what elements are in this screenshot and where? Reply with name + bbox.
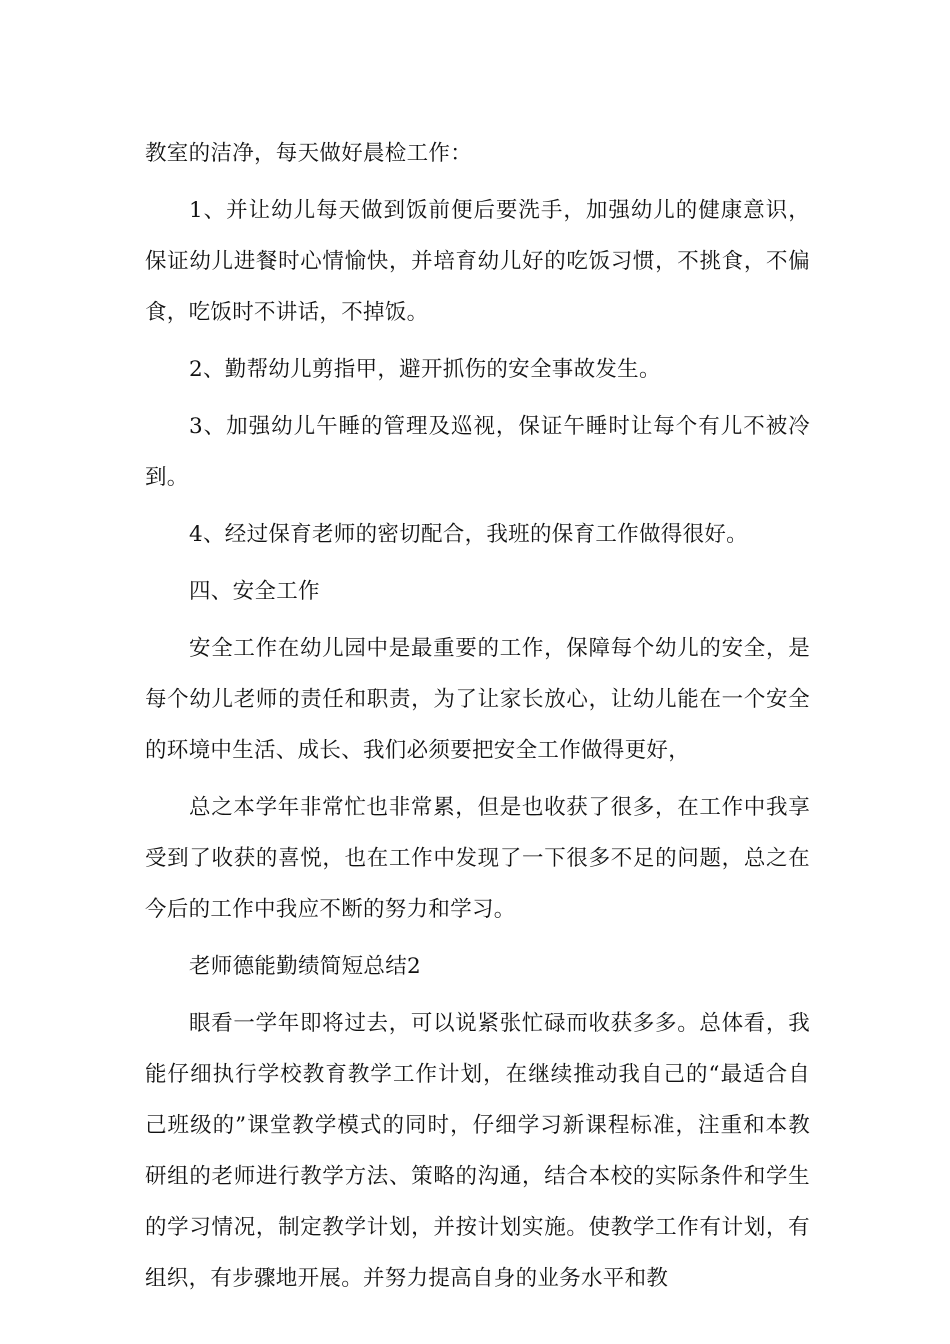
- paragraph-item-4: 4、经过保育老师的密切配合，我班的保育工作做得很好。: [189, 522, 748, 547]
- paragraph-summary: 总之本学年非常忙也非常累，但是也收获了很多，在工作中我享受到了收获的喜悦，也在工作中发现了一下很多不足的问题，总之在今后的工作中我应不断的努力和学习。: [145, 795, 810, 922]
- paragraph-continuation: 教室的洁净，每天做好晨检工作：: [145, 141, 473, 166]
- article-title-2: 老师德能勤绩简短总结2: [189, 954, 421, 979]
- section-heading-safety: 四、安全工作: [189, 579, 320, 604]
- paragraph-item-3: 3、加强幼儿午睡的管理及巡视，保证午睡时让每个有儿不被冷到。: [145, 414, 810, 490]
- paragraph-safety: 安全工作在幼儿园中是最重要的工作，保障每个幼儿的安全，是每个幼儿老师的责任和职责，为了让家长放心，让幼儿能在一个安全的环境中生活、成长、我们必须要把安全工作做得更好，: [145, 636, 810, 763]
- paragraph-item-1: 1、并让幼儿每天做到饭前便后要洗手，加强幼儿的健康意识，保证幼儿进餐时心情愉快，并培育幼儿好的吃饭习惯，不挑食，不偏食，吃饭时不讲话，不掉饭。: [145, 198, 810, 325]
- document-body: [145, 128, 810, 1310]
- paragraph-article-2-body: 眼看一学年即将过去，可以说紧张忙碌而收获多多。总体看，我能仔细执行学校教育教学工作计划，在继续推动我自己的“最适合自己班级的”课堂教学模式的同时，仔细学习新课程标准，注重和本教研组的老师进行教学方法、策略的沟通，结合本校的实际条件和学生的学习情况，制定教学计划，并按计划实施。使教学工作有计划，有组织，有步骤地开展。并努力提高自身的业务水平和教: [145, 1011, 810, 1291]
- paragraph-item-2: 2、勤帮幼儿剪指甲，避开抓伤的安全事故发生。: [189, 357, 661, 382]
